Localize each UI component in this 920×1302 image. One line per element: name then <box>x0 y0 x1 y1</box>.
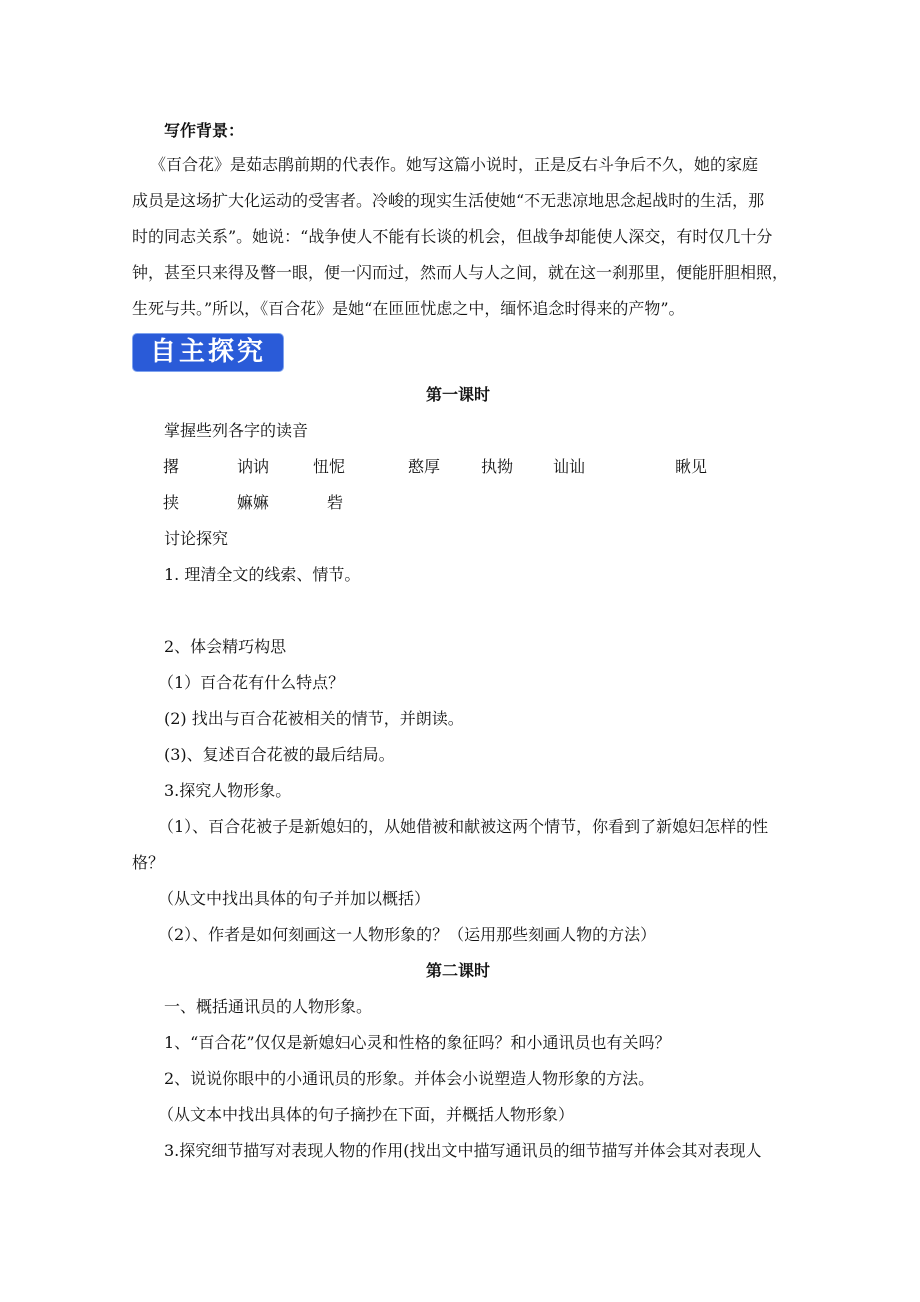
question: 3.探究人物形象。 <box>164 781 292 800</box>
section-banner: 自主探究 <box>132 333 284 372</box>
question: （从文中找出具体的句子并加以概括） <box>158 889 431 908</box>
word: 撂 <box>163 457 180 476</box>
word: 忸怩 <box>313 457 346 476</box>
word: 瞅见 <box>675 457 708 476</box>
question: 2、体会精巧构思 <box>164 637 287 656</box>
question: 3.探究细节描写对表现人物的作用(找出文中描写通讯员的细节描写并体会其对表现人 <box>164 1141 762 1160</box>
word: 憨厚 <box>408 457 441 476</box>
background-title: 写作背景： <box>164 121 245 140</box>
word: 讷讷 <box>237 457 270 476</box>
background-line: 成员是这场扩大化运动的受害者。冷峻的现实生活使她“不无悲凉地思念起战时的生活，那 <box>132 191 765 210</box>
question: 1、“百合花”仅仅是新媳妇心灵和性格的象征吗？和小通讯员也有关吗？ <box>164 1033 671 1052</box>
word: 砦 <box>327 493 344 512</box>
word: 执拗 <box>481 457 514 476</box>
question: 一、概括通讯员的人物形象。 <box>164 997 373 1016</box>
question: （1）百合花有什么特点？ <box>158 673 345 692</box>
question: （2）、作者是如何刻画这一人物形象的？（运用那些刻画人物的方法） <box>158 925 657 944</box>
background-line: 时的同志关系”。她说：“战争使人不能有长谈的机会，但战争却能使人深交，有时仅几十分 <box>132 227 773 246</box>
pronunciation-label: 掌握些列各字的读音 <box>164 421 309 440</box>
question: 1. 理清全文的线索、情节。 <box>164 565 361 584</box>
word: 讪讪 <box>553 457 586 476</box>
question: （1）、百合花被子是新媳妇的，从她借被和献被这两个情节，你看到了新媳妇怎样的性 <box>158 817 769 836</box>
question: 格？ <box>132 853 165 872</box>
lesson2-title: 第二课时 <box>425 961 490 980</box>
word: 嫲嫲 <box>237 493 270 512</box>
background-line: 生死与共。”所以，《百合花》是她“在匝匝忧虑之中，缅怀追念时得来的产物”。 <box>132 299 685 318</box>
background-line: 《百合花》是茹志鹃前期的代表作。她写这篇小说时，正是反右斗争后不久，她的家庭 <box>150 155 759 174</box>
lesson1-title: 第一课时 <box>425 385 490 404</box>
background-line: 钟，甚至只来得及瞥一眼，便一闪而过，然而人与人之间，就在这一刹那里，便能肝胆相照， <box>132 263 789 282</box>
question: (3)、复述百合花被的最后结局。 <box>164 745 395 764</box>
question: （从文本中找出具体的句子摘抄在下面，并概括人物形象） <box>158 1105 575 1124</box>
question: 2、说说你眼中的小通讯员的形象。并体会小说塑造人物形象的方法。 <box>164 1069 655 1088</box>
word: 挟 <box>163 493 180 512</box>
question: (2) 找出与百合花被相关的情节，并朗读。 <box>164 709 464 728</box>
discuss-label: 讨论探究 <box>164 529 229 548</box>
